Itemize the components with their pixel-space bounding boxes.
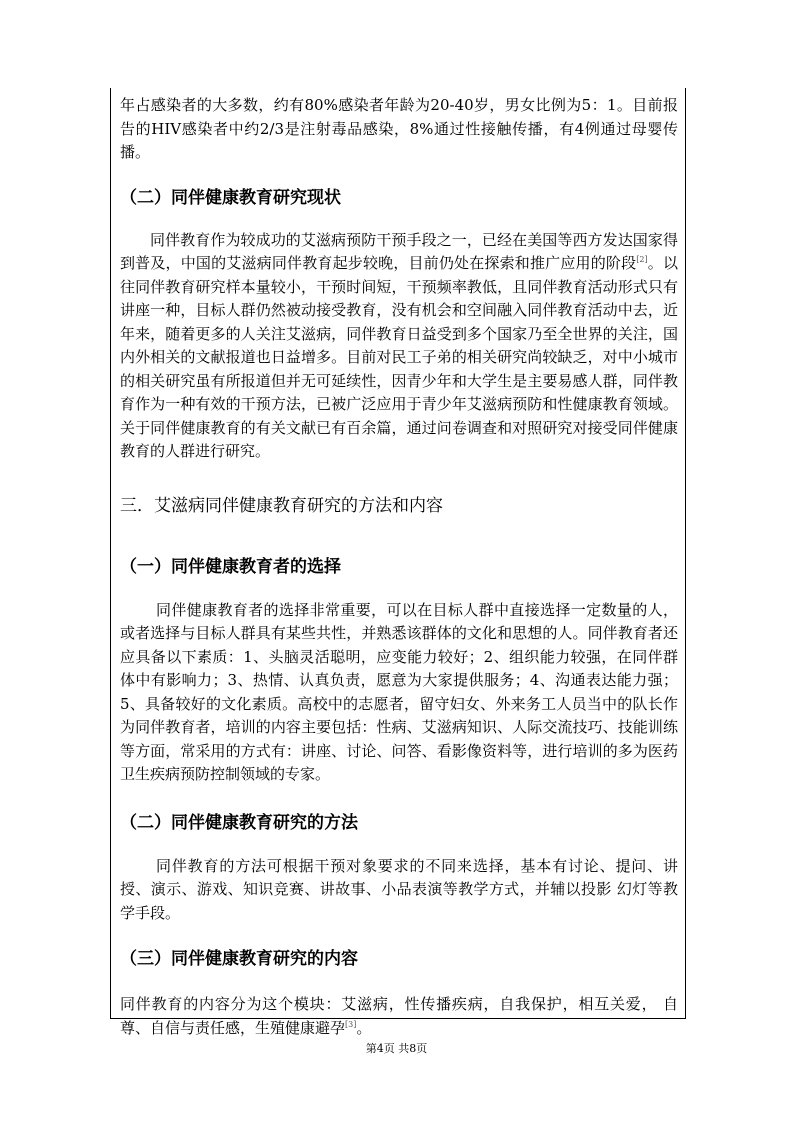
section-heading-3-1: （一）同伴健康教育者的选择	[120, 556, 341, 577]
page-footer: 第4页 共8页	[365, 1042, 428, 1055]
section-3-3-text-a: 同伴教育的内容分为这个模块：艾滋病，性传播疾病，自我保护，相互关爱， 自尊、自信与责任感，生殖健康避孕	[120, 995, 678, 1037]
citation-3[interactable]: [3]	[345, 1019, 357, 1029]
section-heading-3-2: （二）同伴健康教育研究的方法	[120, 812, 358, 833]
section-heading-3-3: （三）同伴健康教育研究的内容	[120, 949, 358, 969]
section-3-3-text-b: 。	[356, 1018, 372, 1037]
section-3-1-paragraph: 同伴健康教育者的选择非常重要，可以在目标人群中直接选择一定数量的人，或者选择与目标人群具有某些共性，并熟悉该群体的文化和思想的人。同伴教育者还应具备以下素质：1、头脑灵活聪明，应变能力较好；2、组织能力较强，在同伴群体中有影响力；3、热情、认真负责，愿意为大家提供服务；4、沟通表达能力强；5、具备较好的文化素质。高校中的志愿者，留守妇女、外来务工人员当中的队长作为同伴教育者，培训的内容主要包括：性病、艾滋病知识、人际交流技巧、技能训练等方面，常采用的方式有：讲座、讨论、问答、看影像资料等，进行培训的多为医药卫生疾病预防控制领域的专家。	[120, 600, 678, 783]
chapter-heading-3: 三．艾滋病同伴健康教育研究的方法和内容	[120, 495, 443, 516]
section-3-2-paragraph: 同伴教育的方法可根据干预对象要求的不同来选择，基本有讨论、提问、讲授、演示、游戏、知识竞赛、讲故事、小品表演等教学方式，并辅以投影 幻灯等教学手段。	[120, 856, 678, 922]
document-body	[120, 94, 678, 1040]
section-heading-2-2: （二）同伴健康教育研究现状	[120, 187, 341, 208]
section-2-2-paragraph	[120, 229, 678, 464]
section-3-3-paragraph	[120, 993, 678, 1040]
section-2-2-text-a: 同伴教育作为较成功的艾滋病预防干预手段之一，已经在美国等西方发达国家得到普及，中国的艾滋病同伴教育起步较晚，目前仍处在探索和推广应用的阶段	[120, 230, 678, 272]
section-2-2-text-b: 。以往同伴教育研究样本量较小，干预时间短，干预频率教低，且同伴教育活动形式只有讲座一种，目标人群仍然被动接受教育，没有机会和空间融入同伴教育活动中去，近年来，随着更多的人关注艾滋病，同伴教育日益受到多个国家乃至全世界的关注，国内外相关的文献报道也日益增多。目前对民工子弟的相关研究尚较缺乏，对中小城市的相关研究虽有所报道但并无可延续性，因青少年和大学生是主要易感人群，同伴教育作为一种有效的干预方法，已被广泛应用于青少年艾滋病预防和性健康教育领域。关于同伴健康教育的有关文献已有百余篇，通过问卷调查和对照研究对接受同伴健康教育的人群进行研究。	[120, 254, 678, 460]
citation-2[interactable]: [2]	[636, 255, 648, 264]
intro-paragraph: 年占感染者的大多数，约有80%感染者年龄为20-40岁，男女比例为5：1。目前报告的HIV感染者中约2/3是注射毒品感染，8%通过性接触传播，有4例通过母婴传播。	[120, 96, 678, 161]
